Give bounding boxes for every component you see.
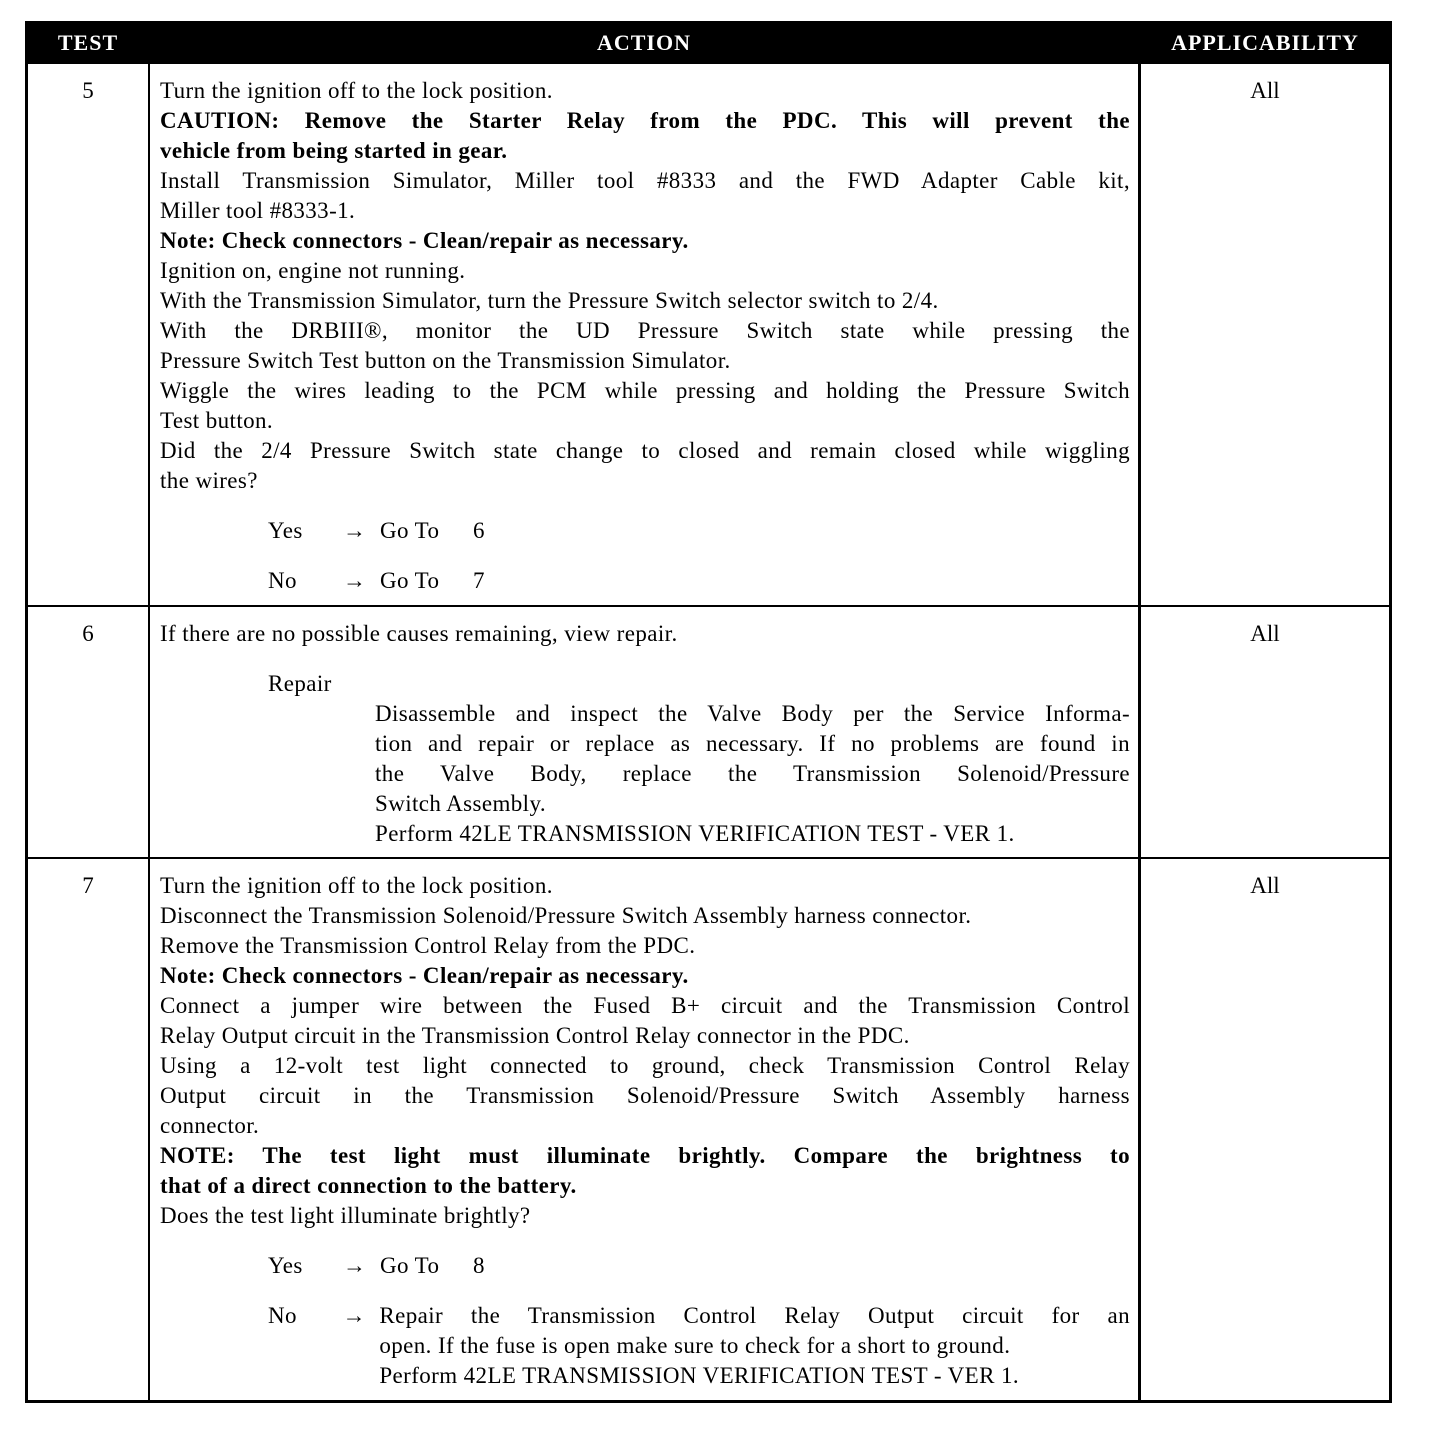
action-cell <box>148 859 1138 1400</box>
applicability-value: All <box>1138 859 1389 1400</box>
instruction-line: the wires? <box>160 468 258 493</box>
instruction-line: With the DRBIII®, monitor the UD Pressure Switch state while pressing the <box>160 318 1130 343</box>
header-applicability: APPLICABILITY <box>1138 24 1389 62</box>
arrow-icon: → <box>343 568 367 593</box>
instruction-line: Turn the ignition off to the lock position. <box>160 78 553 103</box>
table-row <box>28 605 1389 857</box>
note-line: that of a direct connection to the battery. <box>160 1173 577 1198</box>
test-number: 5 <box>82 78 94 103</box>
note-line: Note: Check connectors - Clean/repair as necessary. <box>160 228 689 253</box>
note-line: Note: Check connectors - Clean/repair as necessary. <box>160 963 689 988</box>
repair-line: Disassemble and inspect the Valve Body per the Service Informa- <box>375 701 1130 726</box>
repair-section <box>160 669 1130 849</box>
instruction-line: Using a 12-volt test light connected to ground, check Transmission Control Relay <box>160 1053 1130 1078</box>
goto-target: 6 <box>473 518 485 543</box>
note-line: vehicle from being started in gear. <box>160 138 508 163</box>
arrow-icon: → <box>342 1303 366 1328</box>
arrow-icon: → <box>343 518 367 543</box>
test-number: 6 <box>82 621 94 646</box>
note-line: CAUTION: Remove the Starter Relay from the PDC. This will prevent the <box>160 108 1130 133</box>
instruction-line: Relay Output circuit in the Transmission Control Relay connector in the PDC. <box>160 1023 910 1048</box>
instruction-line: Connect a jumper wire between the Fused B+ circuit and the Transmission Control <box>160 993 1130 1018</box>
instruction-line: Test button. <box>160 408 274 433</box>
repair-label: Repair <box>268 671 332 696</box>
action-cell <box>148 64 1138 605</box>
goto-target: 8 <box>473 1253 485 1278</box>
repair-line: Perform 42LE TRANSMISSION VERIFICATION TEST - VER 1. <box>375 821 1015 846</box>
answer-option-no <box>160 1301 1130 1391</box>
instruction-line: Did the 2/4 Pressure Switch state change to closed and remain closed while wiggling <box>160 438 1130 463</box>
instruction-line: If there are no possible causes remaining, view repair. <box>160 621 678 646</box>
diagnostic-test-table <box>25 21 1392 1403</box>
instruction-line: Output circuit in the Transmission Solenoid/Pressure Switch Assembly harness <box>160 1083 1130 1108</box>
repair-line: Switch Assembly. <box>375 791 547 816</box>
repair-instructions <box>379 1301 1130 1391</box>
instruction-line: Pressure Switch Test button on the Transmission Simulator. <box>160 348 731 373</box>
instruction-line: Turn the ignition off to the lock position. <box>160 873 553 898</box>
header-test: TEST <box>57 30 119 55</box>
answer-label: Yes <box>268 1253 303 1278</box>
applicability-value: All <box>1138 64 1389 605</box>
answer-label: No <box>268 1303 297 1328</box>
goto-label: Go To <box>380 568 440 593</box>
table-header <box>28 24 1389 62</box>
instruction-line: Does the test light illuminate brightly? <box>160 1203 531 1228</box>
repair-line: Perform 42LE TRANSMISSION VERIFICATION TEST - VER 1. <box>379 1363 1020 1388</box>
instruction-line: Disconnect the Transmission Solenoid/Pressure Switch Assembly harness connector. <box>160 903 972 928</box>
instruction-line: Remove the Transmission Control Relay from the PDC. <box>160 933 696 958</box>
goto-target: 7 <box>473 568 485 593</box>
instruction-line: Ignition on, engine not running. <box>160 258 466 283</box>
test-number: 7 <box>82 873 94 898</box>
table-row <box>28 857 1389 1400</box>
answer-option-yes <box>160 516 1130 546</box>
action-cell <box>148 607 1138 857</box>
table-row <box>28 62 1389 605</box>
instruction-line: With the Transmission Simulator, turn the Pressure Switch selector switch to 2/4. <box>160 288 939 313</box>
goto-label: Go To <box>380 1253 440 1278</box>
arrow-icon: → <box>343 1253 367 1278</box>
repair-line: tion and repair or replace as necessary. If no problems are found in <box>375 731 1130 756</box>
repair-instructions <box>375 699 1130 849</box>
instruction-line: Miller tool #8333-1. <box>160 198 356 223</box>
answer-option-yes <box>160 1251 1130 1281</box>
note-line: NOTE: The test light must illuminate brightly. Compare the brightness to <box>160 1143 1130 1168</box>
answer-label: Yes <box>268 518 303 543</box>
answer-option-no <box>160 566 1130 596</box>
instruction-line: Wiggle the wires leading to the PCM while pressing and holding the Pressure Switch <box>160 378 1130 403</box>
repair-line: open. If the fuse is open make sure to check for a short to ground. <box>379 1333 1011 1358</box>
instruction-line: Install Transmission Simulator, Miller tool #8333 and the FWD Adapter Cable kit, <box>160 168 1130 193</box>
answer-label: No <box>268 568 297 593</box>
goto-label: Go To <box>380 518 440 543</box>
header-action: ACTION <box>148 24 1138 62</box>
repair-line: Repair the Transmission Control Relay Output circuit for an <box>379 1303 1130 1328</box>
instruction-line: connector. <box>160 1113 260 1138</box>
applicability-value: All <box>1138 607 1389 857</box>
repair-line: the Valve Body, replace the Transmission Solenoid/Pressure <box>375 761 1130 786</box>
